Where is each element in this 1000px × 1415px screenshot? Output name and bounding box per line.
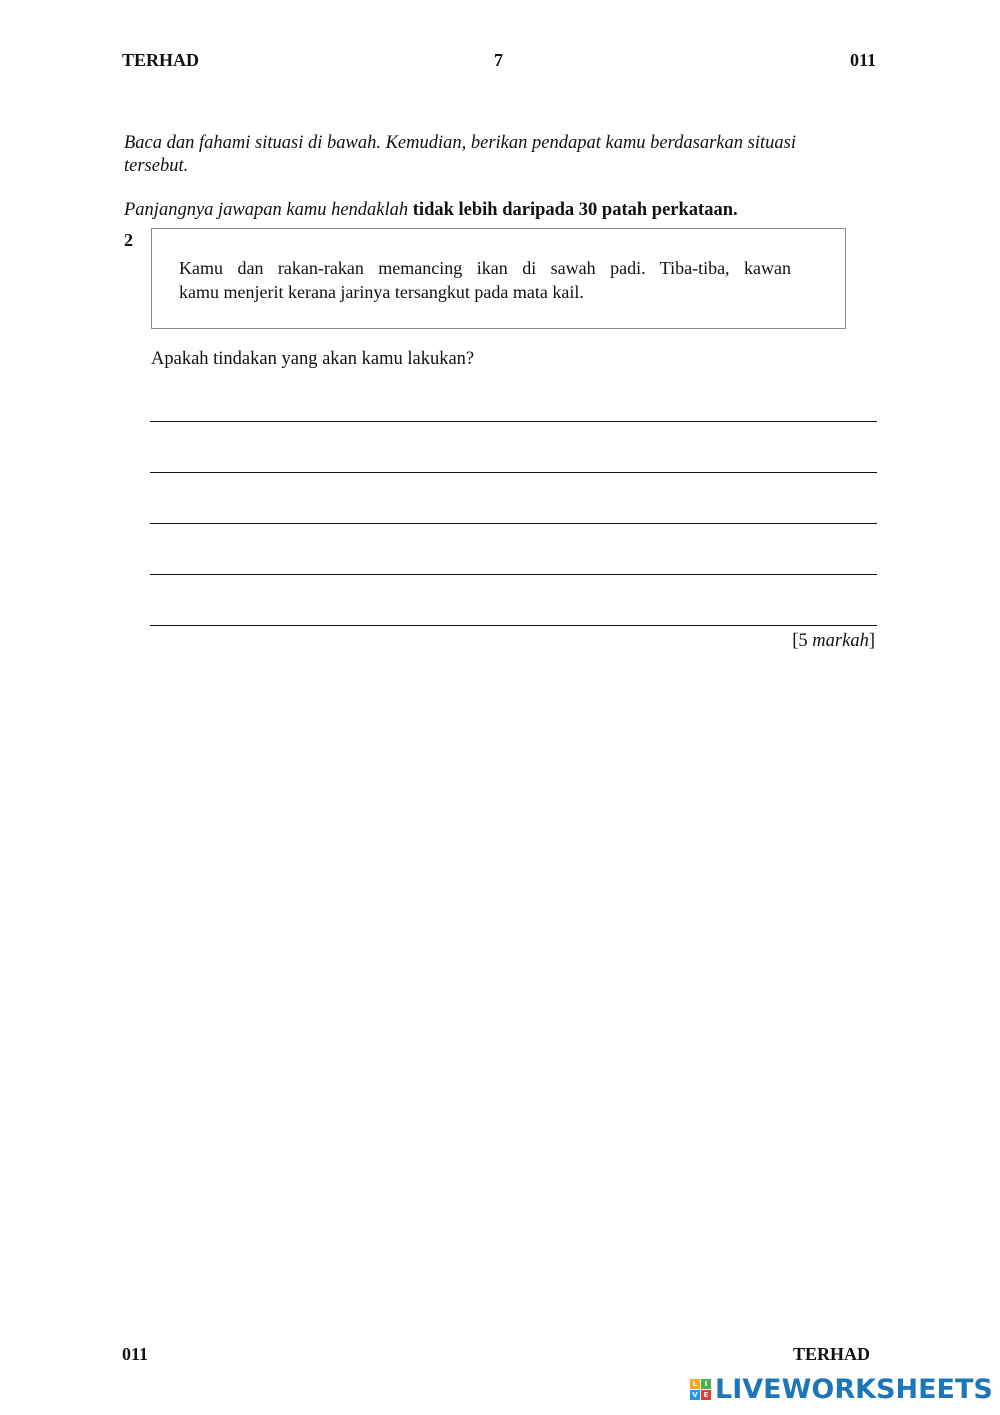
situation-line-1: Kamu dan rakan-rakan memancing ikan di sawah padi. Tiba-tiba, kawan [179, 258, 791, 278]
logo-icon [690, 1379, 711, 1400]
marks-open: [5 [792, 631, 813, 651]
answer-line[interactable] [150, 574, 877, 575]
answer-line[interactable] [150, 625, 877, 626]
answer-line[interactable] [150, 523, 877, 524]
answer-line[interactable] [150, 421, 877, 422]
liveworksheets-logo[interactable] [690, 1374, 993, 1405]
answer-line[interactable] [150, 472, 877, 473]
question-number: 2 [124, 230, 133, 250]
marks-label [792, 631, 875, 652]
logo-letter-e: E [701, 1390, 711, 1400]
page-number: 7 [494, 50, 503, 70]
instruction-text [124, 132, 884, 178]
header-left: TERHAD [122, 50, 200, 70]
situation-text [179, 256, 791, 304]
logo-text: LIVEWORKSHEETS [715, 1374, 993, 1405]
length-instruction-bold: tidak lebih daripada 30 patah perkataan. [412, 200, 738, 220]
logo-letter-l: L [690, 1379, 700, 1389]
logo-letter-v: V [690, 1390, 700, 1400]
header-right: 011 [850, 50, 877, 70]
length-instruction [124, 199, 884, 222]
logo-letter-i: I [701, 1379, 711, 1389]
footer-right: TERHAD [793, 1344, 871, 1364]
marks-word: markah [812, 631, 869, 651]
situation-line-2: kamu menjerit kerana jarinya tersangkut pada mata kail. [179, 282, 584, 302]
question-prompt: Apakah tindakan yang akan kamu lakukan? [151, 349, 475, 369]
instruction-line-1: Baca dan fahami situasi di bawah. Kemudian, berikan pendapat kamu berdasarkan situasi [124, 133, 796, 153]
length-instruction-italic: Panjangnya jawapan kamu hendaklah [124, 200, 409, 220]
footer-left: 011 [122, 1344, 149, 1364]
instruction-line-2: tersebut. [124, 156, 189, 176]
situation-box [151, 228, 846, 329]
marks-close: ] [868, 631, 875, 651]
